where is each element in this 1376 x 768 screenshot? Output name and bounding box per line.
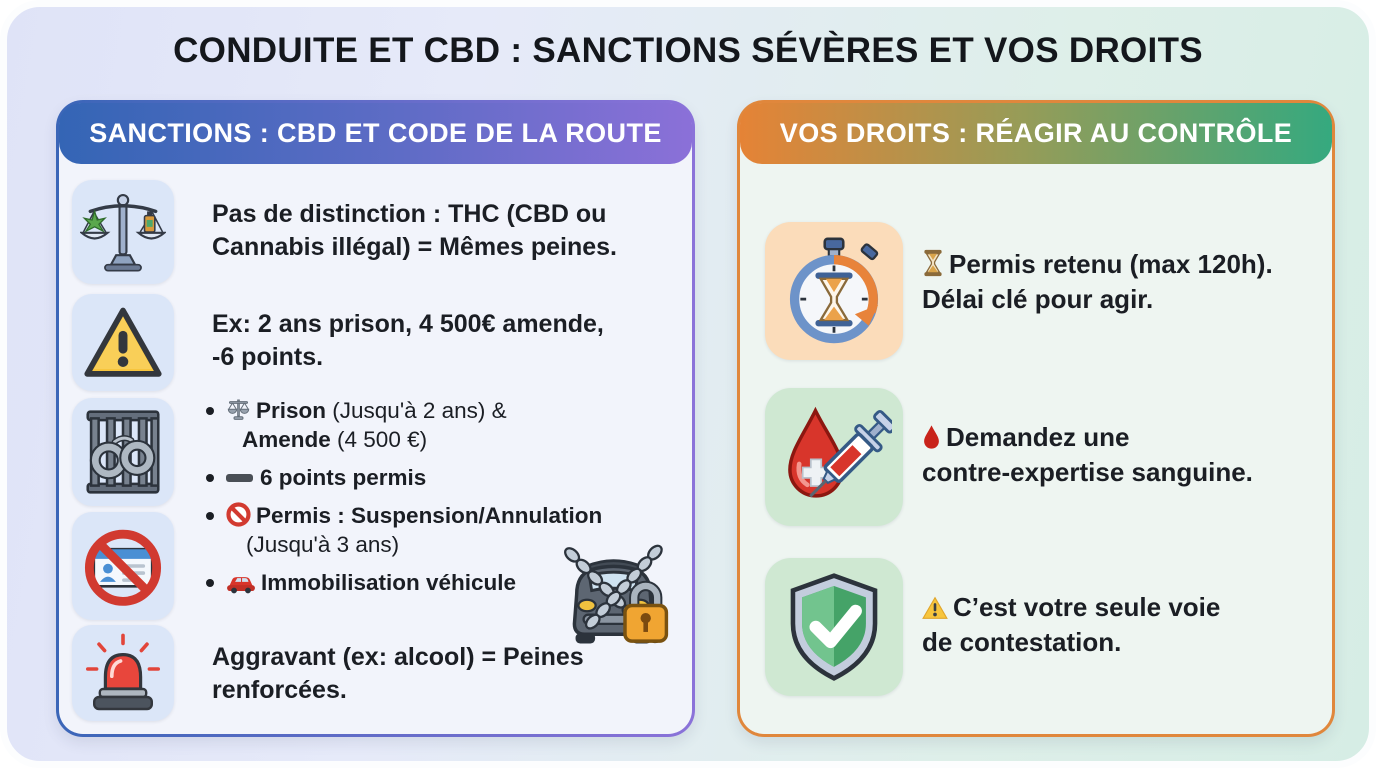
no-entry-emoji-icon [226, 502, 251, 527]
permis-retenu-text: Permis retenu (max 120h). Délai clé pour agir. [922, 249, 1273, 314]
bullet-dot [206, 407, 214, 415]
warning-emoji-icon [922, 596, 948, 620]
minus-emoji-icon [226, 474, 253, 482]
contre-expertise-text: Demandez une contre-expertise sanguine. [922, 422, 1253, 487]
no-license-icon [72, 512, 174, 620]
sanctions-panel [56, 100, 695, 737]
car-emoji-icon [226, 572, 256, 594]
stopwatch-hourglass-icon [765, 222, 903, 360]
blood-drop-syringe-icon [765, 388, 903, 526]
droits-panel [737, 100, 1335, 737]
scales-emoji-icon [226, 398, 251, 422]
page-title: CONDUITE ET CBD : SANCTIONS SÉVÈRES ET VOS DROITS [173, 31, 1203, 70]
droits-panel-header [740, 103, 1332, 164]
no-distinction-text: Pas de distinction : THC (CBD ou Cannabis illégal) = Mêmes peines. [212, 200, 618, 261]
bullet-immobilisation: Immobilisation véhicule [206, 568, 696, 597]
sanctions-panel-title: SANCTIONS : CBD ET CODE DE LA ROUTE [89, 118, 662, 148]
droits-panel-title: VOS DROITS : RÉAGIR AU CONTRÔLE [779, 118, 1293, 148]
bullet-dot [206, 579, 214, 587]
hourglass-emoji-icon [922, 249, 944, 277]
warning-triangle-icon [72, 294, 174, 391]
sanctions-panel-header [59, 103, 692, 164]
siren-icon [72, 625, 174, 721]
shield-check-icon [765, 558, 903, 696]
bullet-dot [206, 512, 214, 520]
bullet-prison-amende: Prison (Jusqu'à 2 ans) & Amende (4 500 €) [206, 396, 696, 454]
blood-drop-emoji-icon [922, 424, 941, 450]
aggravant-text: Aggravant (ex: alcool) = Peines renforcées. [212, 643, 584, 704]
bullet-dot [206, 474, 214, 482]
prison-bars-handcuffs-icon [72, 398, 174, 506]
bullet-permis-suspension: Permis : Suspension/Annulation (Jusqu'à 3 ans) [206, 501, 696, 559]
example-penalty-text: Ex: 2 ans prison, 4 500€ amende, -6 points. [212, 310, 604, 371]
bullet-points-permis: 6 points permis [206, 463, 696, 492]
contestation-text: C’est votre seule voie de contestation. [922, 592, 1221, 657]
justice-scales-cannabis-icon [72, 180, 174, 284]
